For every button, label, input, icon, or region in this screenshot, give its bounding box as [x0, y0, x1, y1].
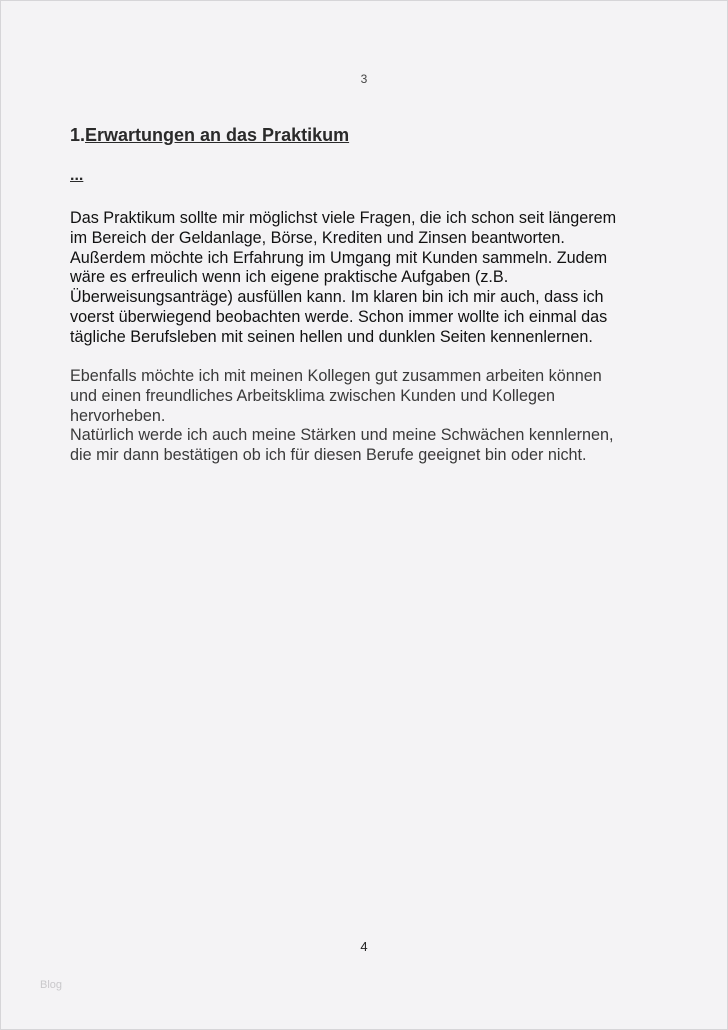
paragraph-line: Außerdem möchte ich Erfahrung im Umgang mit Kunden sammeln. Zudem — [70, 248, 608, 267]
page-number-top: 3 — [360, 72, 368, 86]
paragraph-expectations — [70, 209, 670, 348]
paragraph-line: wäre es erfreulich wenn ich eigene praktische Aufgaben (z.B. — [70, 268, 509, 287]
paragraph-line: die mir dann bestätigen ob ich für diesen Berufe geeignet bin oder nicht. — [70, 446, 587, 465]
ellipsis-marker: ... — [70, 167, 84, 184]
paragraph-line: Natürlich werde ich auch meine Stärken und meine Schwächen kennlernen, — [70, 426, 614, 445]
paragraph-colleagues — [70, 367, 670, 466]
paragraph-line: voerst überwiegend beobachten werde. Schon immer wollte ich einmal das — [70, 307, 608, 326]
paragraph-line: und einen freundliches Arbeitsklima zwischen Kunden und Kollegen — [70, 386, 556, 405]
paragraph-line: Ebenfalls möchte ich mit meinen Kollegen gut zusammen arbeiten können — [70, 367, 602, 385]
paragraph-line: hervorheben. — [70, 406, 166, 425]
paragraph-line: tägliche Berufsleben mit seinen hellen und dunklen Seiten kennenlernen. — [70, 327, 593, 346]
paragraph-line: Das Praktikum sollte mir möglichst viele Fragen, die ich schon seit längerem — [70, 209, 617, 227]
section-heading — [70, 125, 349, 146]
watermark: Blog — [40, 979, 63, 991]
paragraph-line: Überweisungsanträge) ausfüllen kann. Im klaren bin ich mir auch, dass ich — [70, 288, 604, 307]
page-number-bottom: 4 — [360, 939, 368, 954]
heading-number: 1. — [70, 125, 86, 145]
paragraph-line: im Bereich der Geldanlage, Börse, Krediten und Zinsen beantworten. — [70, 228, 565, 247]
heading-title: Erwartungen an das Praktikum — [85, 125, 350, 145]
